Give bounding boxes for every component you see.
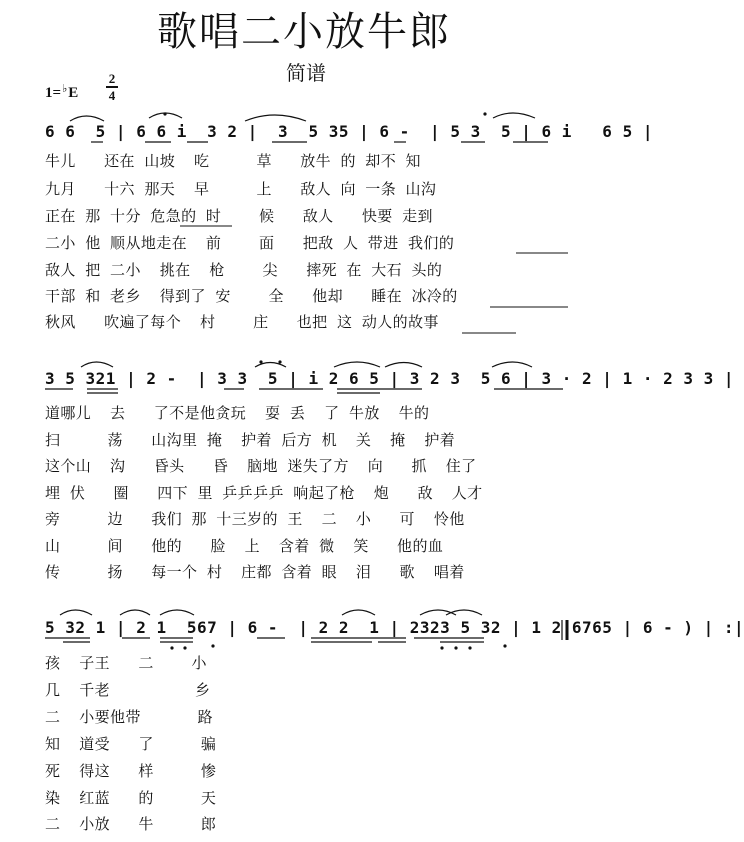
lyrics-row-3-verse-5: 死 得这 样 惨: [45, 762, 217, 780]
lyrics-row-2-verse-4: 埋 伏 圈 四下 里 乒乒乒乒 响起了枪 炮 敌 人才: [45, 484, 483, 502]
lyrics-row-3-verse-1: 孩 子王 二 小: [45, 654, 207, 672]
song-title: 歌唱二小放牛郎: [157, 9, 451, 55]
slur: [385, 363, 422, 368]
low-octave-dot: [503, 644, 506, 647]
lyrics-row-1-verse-1: 牛儿 还在 山坡 吃 草 放牛 的 却不 知: [45, 152, 421, 170]
slur: [81, 362, 113, 367]
slur: [420, 610, 456, 615]
lyrics-row-2-verse-2: 扫 荡 山沟里 掩 护着 后方 机 关 掩 护着: [45, 431, 456, 449]
lyrics-row-1-verse-7: 秋风 吹遍了每个 村 庄 也把 这 动人的故事: [45, 313, 439, 331]
slur: [446, 610, 482, 615]
time-signature: [106, 72, 118, 102]
notation-row-1: 6 6 5 | 6 6 i 3 2 | 3 5 35 | 6 - | 5 3 5 | 6 i 6 5 |: [45, 122, 653, 141]
slur: [493, 113, 535, 118]
lyrics-row-2-verse-5: 旁 边 我们 那 十三岁的 王 二 小 可 怜他: [45, 510, 465, 528]
low-octave-dot: [454, 646, 457, 649]
low-octave-dot: [211, 644, 214, 647]
high-octave-dot: [278, 360, 281, 363]
flat-sign: ♭: [62, 83, 68, 95]
high-octave-dot: [483, 112, 486, 115]
slur: [245, 115, 306, 121]
lyrics-row-3-verse-7: 二 小放 牛 郎: [45, 815, 217, 833]
key-prefix: 1=: [45, 85, 62, 101]
lyrics-row-3-verse-4: 知 道受 了 骗: [45, 735, 217, 753]
lyrics-row-1-verse-2: 九月 十六 那天 早 上 敌人 向 一条 山沟: [45, 180, 437, 198]
slur: [334, 362, 380, 367]
lyrics-row-2-verse-3: 这个山 沟 昏头 昏 脑地 迷失了方 向 抓 住了: [45, 457, 477, 475]
high-octave-dot: [259, 360, 262, 363]
key-note: E: [68, 85, 79, 101]
notation-row-3: 5 32 1 | 2 1 567 | 6 - | 2 2 1 | 2323 5 32 | 1 2 6765 | 6 - ) | :|: [45, 618, 744, 637]
slur: [255, 363, 286, 368]
high-octave-dot: [163, 112, 166, 115]
lyrics-row-1-verse-5: 敌人 把 二小 挑在 枪 尖 摔死 在 大石 头的: [45, 261, 443, 279]
slur: [342, 610, 375, 615]
lyrics-row-3-verse-2: 几 千老 乡: [45, 681, 211, 699]
low-octave-dot: [170, 646, 173, 649]
low-octave-dot: [468, 646, 471, 649]
slur: [160, 610, 194, 615]
lyrics-row-1-verse-3: 正在 那 十分 危急的 时 候 敌人 快要 走到: [45, 207, 433, 225]
low-octave-dot: [183, 646, 186, 649]
lyrics-row-1-verse-4: 二小 他 顺从地走在 前 面 把敌 人 带进 我们的: [45, 234, 455, 252]
lyrics-row-3-verse-6: 染 红蓝 的 天: [45, 789, 217, 807]
time-signature-top: 2: [108, 71, 116, 86]
slur: [492, 362, 532, 367]
slur: [149, 113, 182, 118]
slur: [60, 610, 92, 615]
lyrics-row-3-verse-3: 二 小要他带 路: [45, 708, 213, 726]
key-signature: [45, 80, 78, 102]
lyrics-row-2-verse-7: 传 扬 每一个 村 庄都 含着 眼 泪 歌 唱着: [45, 563, 465, 581]
score-type-label: 简谱: [286, 61, 326, 85]
lyrics-row-1-verse-6: 干部 和 老乡 得到了 安 全 他却 睡在 冰冷的: [45, 287, 458, 305]
slur: [70, 116, 104, 121]
low-octave-dot: [440, 646, 443, 649]
lyrics-row-2-verse-1: 道哪儿 去 了不是他贪玩 耍 丢 了 牛放 牛的: [45, 404, 430, 422]
lyrics-row-2-verse-6: 山 间 他的 脸 上 含着 微 笑 他的血: [45, 537, 444, 555]
slur: [120, 610, 150, 615]
notation-row-2: 3 5 321 | 2 - | 3 3 5 | i 2 6 5 | 3 2 3 5 6 | 3 · 2 | 1 · 2 3 3 |: [45, 369, 735, 388]
time-signature-bottom: 4: [108, 88, 116, 103]
